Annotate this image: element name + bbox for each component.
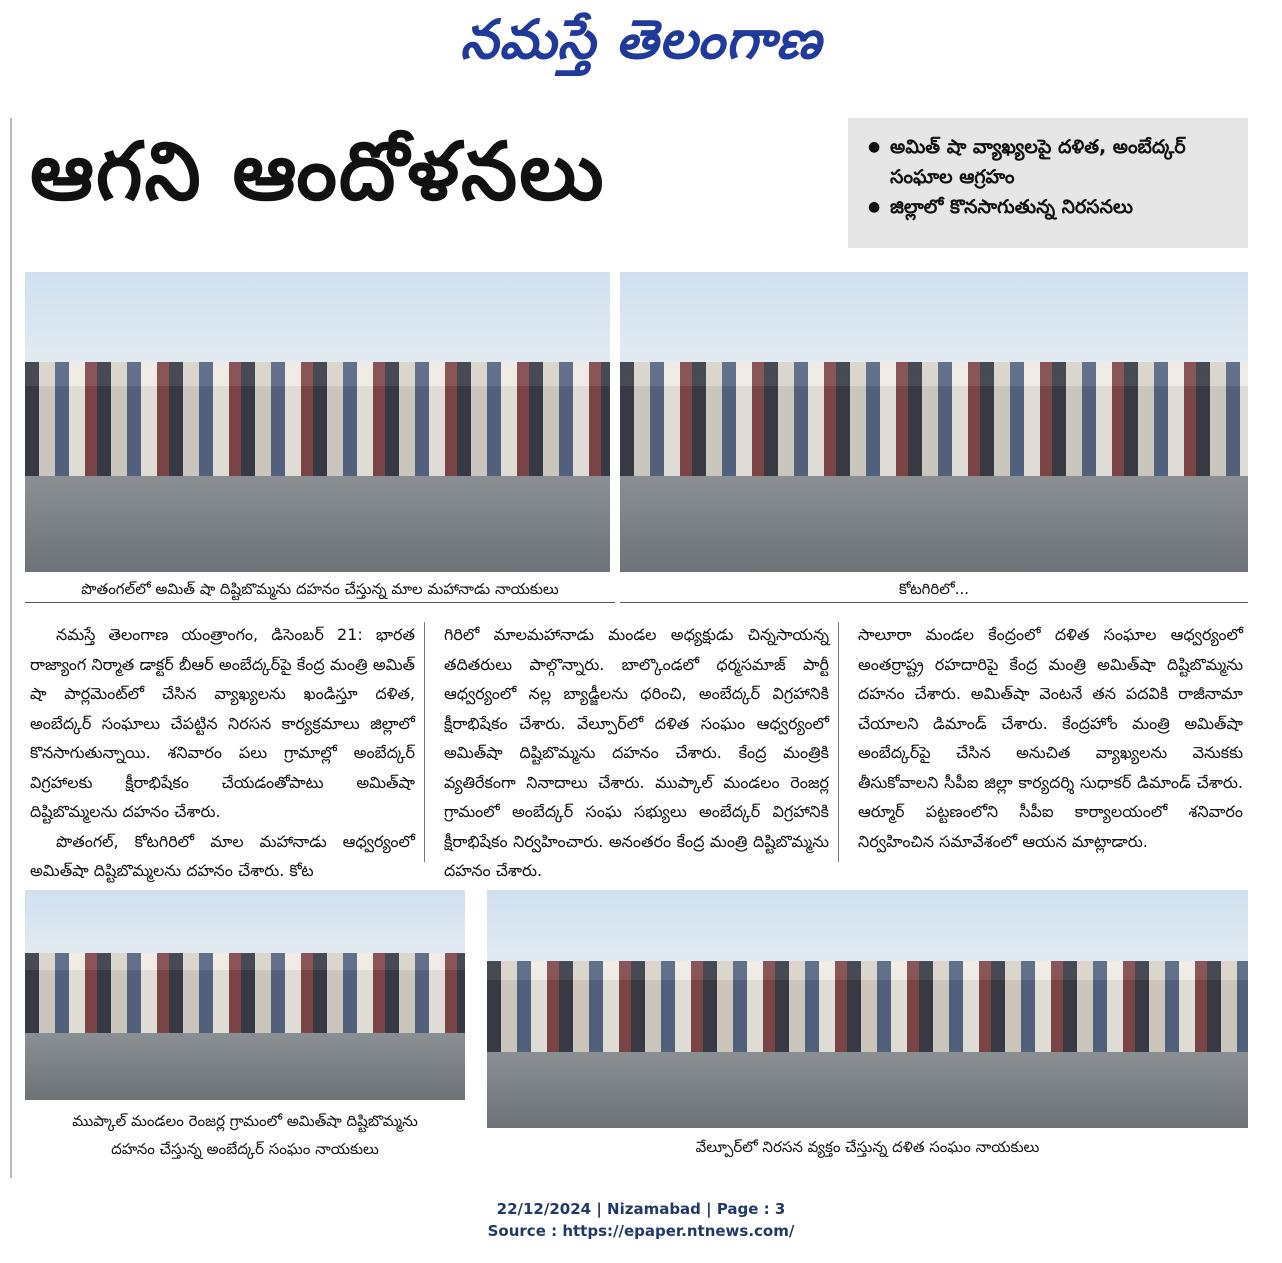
column-divider [424, 622, 425, 862]
article-column-3 [858, 620, 1243, 856]
footer [0, 1198, 1282, 1242]
summary-list [862, 132, 1234, 222]
article-paragraph: పొతంగల్, కోటగిరిలో మాల మహానాడు ఆధ్వర్యంలో అమిత్‌షా దిష్టిబొమ్మలను దహనం చేశారు. కోట [30, 831, 415, 880]
article-paragraph: గిరిలో మాలమహానాడు మండల అధ్యక్షుడు చిన్నసాయన్న తదితరులు పాల్గొన్నారు. బాల్కొండలో ధర్మసమాజ్ పార్టీ ఆధ్వర్యంలో నల్ల బ్యాడ్జీలను ధరించి, అంబేద్కర్ విగ్రహానికి క్షీరాభిషేకం చేశారు. వేల్పూర్‌లో దళిత సంఘం ఆధ్వర్యంలో అమిత్‌షా దిష్టిబొమ్మను దహనం చేశారు. కేంద్ర మంత్రికి వ్యతిరేకంగా నినాదాలు చేశారు. ముప్కాల్ మండలం రెంజర్ల గ్రామంలో అంబేద్కర్ సంఘ సభ్యులు అంబేద్కర్ విగ్రహానికి క్షీరాభిషేకం నిర్వహించారు. అనంతరం కేంద్ర మంత్రి దిష్టిబొమ్మను దహనం చేశారు. [444, 625, 829, 880]
masthead-logo: నమస్తే తెలంగాణ [460, 8, 822, 71]
article-paragraph: సాలూరా మండల కేంద్రంలో దళిత సంఘాల ఆధ్వర్యంలో అంతర్రాష్ట్ర రహదారిపై కేంద్ర మంత్రి అమిత్‌షా దిష్టిబొమ్మను దహనం చేశారు. అమిత్‌షా వెంటనే తన పదవికి రాజీనామా చేయాలని డిమాండ్ చేశారు. కేంద్రహోం మంత్రి అమిత్‌షా అంబేద్కర్‌పై చేసిన అనుచిత వ్యాఖ్యలను వెనుకకు తీసుకోవాలని సీపీఐ జిల్లా కార్యదర్శి సుధాకర్ డిమాండ్ చేశారు. ఆర్మూర్ పట్టణంలోని సీపీఐ కార్యాలయంలో శనివారం నిర్వహించిన సమావేశంలో ఆయన మాట్లాడారు. [858, 625, 1243, 851]
caption-photo-2: కోటగిరిలో... [620, 580, 1248, 603]
caption-photo-1: పొతంగల్‌లో అమిత్ షా దిష్టిబొమ్మను దహనం చేస్తున్న మాల మహానాడు నాయకులు [25, 580, 615, 603]
summary-point: ● జిల్లాలో కొనసాగుతున్న నిరసనలు [868, 192, 1234, 222]
article-column-1 [30, 620, 415, 886]
headline: ఆగని ఆందోళనలు [30, 125, 606, 218]
photo-pothangal-protest [25, 272, 610, 572]
photo-kotagiri-protest [620, 272, 1248, 572]
column-divider [838, 622, 839, 862]
summary-point: ● అమిత్ షా వ్యాఖ్యలపై దళిత, అంబేద్కర్ సంఘాల ఆగ్రహం [868, 132, 1234, 192]
article-paragraph: నమస్తే తెలంగాణ యంత్రాంగం, డిసెంబర్ 21: భారత రాజ్యాంగ నిర్మాత డాక్టర్ బీఆర్ అంబేద్కర్‌పై కేంద్ర మంత్రి అమిత్ షా పార్లమెంట్‌లో చేసిన వ్యాఖ్యలను ఖండిస్తూ దళిత, అంబేద్కర్ సంఘాలు చేపట్టిన నిరసన కార్యక్రమాలు జిల్లాలో కొనసాగుతున్నాయి. శనివారం పలు గ్రామాల్లో అంబేద్కర్ విగ్రహాలకు క్షీరాభిషేకం చేయడంతోపాటు అమిత్‌షా దిష్టిబొమ్మలను దహనం చేశారు. [30, 625, 415, 821]
footer-date-edition: 22/12/2024 | Nizamabad | Page : 3 [496, 1200, 786, 1218]
caption-photo-4: వేల్పూర్‌లో నిరసన వ్యక్తం చేస్తున్న దళిత సంఘం నాయకులు [695, 1138, 1040, 1156]
article-column-2 [444, 620, 829, 886]
left-border-rule [10, 118, 12, 1178]
summary-box [848, 118, 1248, 248]
photo-velpur-protest [487, 890, 1248, 1128]
footer-source: Source : https://epaper.ntnews.com/ [487, 1222, 795, 1240]
caption-photo-3-line-2: దహనం చేస్తున్న అంబేద్కర్ సంఘం నాయకులు [111, 1140, 379, 1158]
photo-muppkal-protest [25, 890, 465, 1100]
caption-photo-3-line-1: ముప్కాల్ మండలం రెంజర్ల గ్రామంలో అమిత్‌షా దిష్టిబొమ్మను [72, 1112, 418, 1130]
